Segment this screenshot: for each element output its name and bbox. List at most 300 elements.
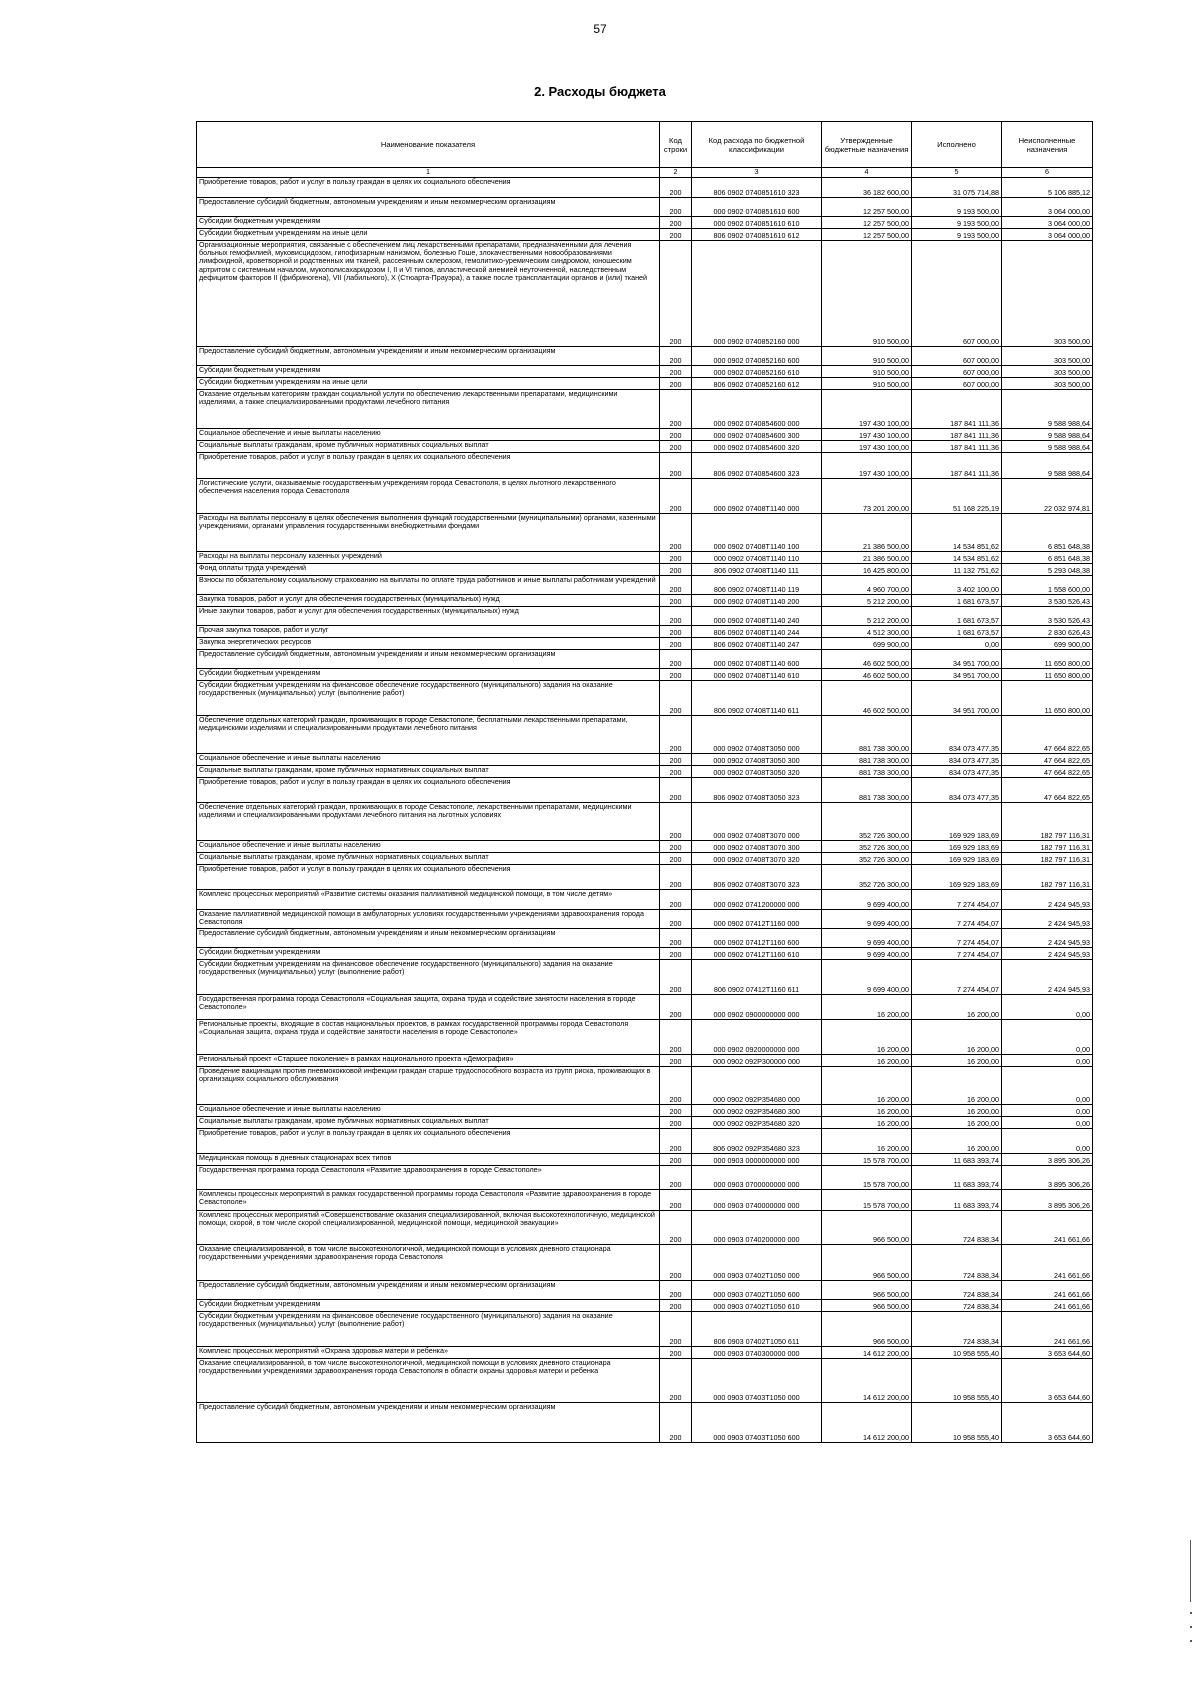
row-line-code: 200: [660, 552, 692, 564]
row-line-code: 200: [660, 948, 692, 960]
row-unexecuted-amount: 3 895 306,26: [1002, 1154, 1093, 1166]
table-row: [197, 766, 1093, 778]
row-budget-code: 000 0902 07408T3050 300: [692, 754, 822, 766]
row-unexecuted-amount: 2 424 945,93: [1002, 960, 1093, 995]
row-budget-code: 000 0902 0740854600 000: [692, 390, 822, 429]
table-row: [197, 841, 1093, 853]
row-approved-amount: 16 200,00: [822, 1105, 912, 1117]
row-executed-amount: 34 951 700,00: [912, 669, 1002, 681]
table-row: [197, 178, 1093, 198]
row-approved-amount: 352 726 300,00: [822, 853, 912, 865]
row-budget-code: 806 0902 07408T1140 247: [692, 638, 822, 650]
row-budget-code: 000 0902 0740854600 300: [692, 429, 822, 441]
row-budget-code: 000 0903 0740000000 000: [692, 1190, 822, 1211]
row-unexecuted-amount: 47 664 822,65: [1002, 754, 1093, 766]
row-line-code: 200: [660, 1211, 692, 1245]
row-budget-code: 000 0902 092P354680 000: [692, 1067, 822, 1105]
row-approved-amount: 5 212 200,00: [822, 595, 912, 607]
row-unexecuted-amount: 3 653 644,60: [1002, 1347, 1093, 1359]
table-row: [197, 1245, 1093, 1281]
row-executed-amount: 607 000,00: [912, 366, 1002, 378]
table-row: [197, 1211, 1093, 1245]
row-budget-code: 806 0902 0740851610 323: [692, 178, 822, 198]
row-unexecuted-amount: 9 588 988,64: [1002, 441, 1093, 453]
row-executed-amount: 169 929 183,69: [912, 853, 1002, 865]
row-executed-amount: 607 000,00: [912, 347, 1002, 366]
row-executed-amount: 724 838,34: [912, 1281, 1002, 1300]
row-unexecuted-amount: 0,00: [1002, 1105, 1093, 1117]
row-line-code: 200: [660, 479, 692, 514]
row-name: Субсидии бюджетным учреждениям: [197, 217, 660, 229]
row-line-code: 200: [660, 1166, 692, 1190]
column-number: 6: [1002, 168, 1093, 178]
row-approved-amount: 352 726 300,00: [822, 803, 912, 841]
row-budget-code: 806 0902 0740851610 612: [692, 229, 822, 241]
column-header-executed: Исполнено: [912, 122, 1002, 168]
row-line-code: 200: [660, 441, 692, 453]
row-line-code: 200: [660, 716, 692, 754]
row-executed-amount: 14 534 851,62: [912, 552, 1002, 564]
row-approved-amount: 73 201 200,00: [822, 479, 912, 514]
table-row: [197, 1117, 1093, 1129]
row-budget-code: 806 0902 0740852160 612: [692, 378, 822, 390]
row-unexecuted-amount: 303 500,00: [1002, 366, 1093, 378]
row-budget-code: 000 0902 07408T1140 240: [692, 607, 822, 626]
table-row: [197, 669, 1093, 681]
row-executed-amount: 607 000,00: [912, 378, 1002, 390]
row-line-code: 200: [660, 1403, 692, 1443]
row-approved-amount: 9 699 400,00: [822, 890, 912, 910]
row-unexecuted-amount: 5 106 885,12: [1002, 178, 1093, 198]
row-unexecuted-amount: 241 661,66: [1002, 1211, 1093, 1245]
table-row: [197, 853, 1093, 865]
table-row: [197, 1067, 1093, 1105]
row-name: Субсидии бюджетным учреждениям на финансовое обеспечение государственного (муниципального) задания на оказание государственных (муниципальных) услуг (выполнение работ): [197, 1312, 660, 1347]
row-line-code: 200: [660, 853, 692, 865]
row-name: Предоставление субсидий бюджетным, автономным учреждениям и иным некоммерческим организациям: [197, 198, 660, 217]
row-executed-amount: 10 958 555,40: [912, 1403, 1002, 1443]
row-budget-code: 000 0903 07403T1050 000: [692, 1359, 822, 1403]
table-row: [197, 681, 1093, 716]
row-name: Оказание паллиативной медицинской помощи в амбулаторных условиях государственными учреждениями здравоохранения города Севастополя: [197, 910, 660, 929]
row-approved-amount: 352 726 300,00: [822, 841, 912, 853]
table-row: [197, 429, 1093, 441]
row-approved-amount: 36 182 600,00: [822, 178, 912, 198]
row-executed-amount: 9 193 500,00: [912, 217, 1002, 229]
row-approved-amount: 14 612 200,00: [822, 1347, 912, 1359]
row-executed-amount: 7 274 454,07: [912, 960, 1002, 995]
row-unexecuted-amount: 2 424 945,93: [1002, 890, 1093, 910]
row-approved-amount: 16 200,00: [822, 1129, 912, 1154]
row-budget-code: 000 0902 0740852160 610: [692, 366, 822, 378]
row-unexecuted-amount: 699 900,00: [1002, 638, 1093, 650]
row-executed-amount: 10 958 555,40: [912, 1347, 1002, 1359]
row-approved-amount: 881 738 300,00: [822, 778, 912, 803]
table-row: [197, 390, 1093, 429]
row-budget-code: 000 0902 07408T1140 600: [692, 650, 822, 669]
row-name: Предоставление субсидий бюджетным, автономным учреждениям и иным некоммерческим организациям: [197, 347, 660, 366]
row-approved-amount: 197 430 100,00: [822, 390, 912, 429]
row-approved-amount: 12 257 500,00: [822, 198, 912, 217]
row-line-code: 200: [660, 217, 692, 229]
table-row: [197, 754, 1093, 766]
row-name: Приобретение товаров, работ и услуг в пользу граждан в целях их социального обеспечения: [197, 1129, 660, 1154]
row-name: Государственная программа города Севастополя «Развитие здравоохранения в городе Севастополе»: [197, 1166, 660, 1190]
row-budget-code: 000 0902 07408T3070 320: [692, 853, 822, 865]
row-unexecuted-amount: 0,00: [1002, 1129, 1093, 1154]
row-name: Социальные выплаты гражданам, кроме публичных нормативных социальных выплат: [197, 853, 660, 865]
row-name: Приобретение товаров, работ и услуг в пользу граждан в целях их социального обеспечения: [197, 178, 660, 198]
row-executed-amount: 169 929 183,69: [912, 803, 1002, 841]
column-number: 1: [197, 168, 660, 178]
row-name: Социальное обеспечение и иные выплаты населению: [197, 1105, 660, 1117]
row-line-code: 200: [660, 638, 692, 650]
row-line-code: 200: [660, 178, 692, 198]
row-name: Субсидии бюджетным учреждениям на финансовое обеспечение государственного (муниципального) задания на оказание государственных (муниципальных) услуг (выполнение работ): [197, 960, 660, 995]
table-row: [197, 1105, 1093, 1117]
row-unexecuted-amount: 3 895 306,26: [1002, 1166, 1093, 1190]
row-budget-code: 806 0902 092P354680 323: [692, 1129, 822, 1154]
row-executed-amount: 16 200,00: [912, 1055, 1002, 1067]
row-unexecuted-amount: 3 653 644,60: [1002, 1403, 1093, 1443]
row-executed-amount: 169 929 183,69: [912, 841, 1002, 853]
row-unexecuted-amount: 241 661,66: [1002, 1312, 1093, 1347]
row-executed-amount: 16 200,00: [912, 1020, 1002, 1055]
row-unexecuted-amount: 241 661,66: [1002, 1300, 1093, 1312]
row-unexecuted-amount: 47 664 822,65: [1002, 778, 1093, 803]
scan-edge-mark: [1190, 1612, 1192, 1614]
row-unexecuted-amount: 47 664 822,65: [1002, 716, 1093, 754]
row-executed-amount: 169 929 183,69: [912, 865, 1002, 890]
row-name: Закупка товаров, работ и услуг для обеспечения государственных (муниципальных) нужд: [197, 595, 660, 607]
row-approved-amount: 46 602 500,00: [822, 681, 912, 716]
row-unexecuted-amount: 182 797 116,31: [1002, 841, 1093, 853]
row-name: Взносы по обязательному социальному страхованию на выплаты по оплате труда работников и иные выплаты работникам учреждений: [197, 576, 660, 595]
table-row: [197, 865, 1093, 890]
row-unexecuted-amount: 303 500,00: [1002, 347, 1093, 366]
table-row: [197, 1403, 1093, 1443]
row-approved-amount: 14 612 200,00: [822, 1403, 912, 1443]
row-budget-code: 000 0902 07408T3050 320: [692, 766, 822, 778]
row-budget-code: 806 0902 07408T3050 323: [692, 778, 822, 803]
row-executed-amount: 607 000,00: [912, 241, 1002, 347]
row-line-code: 200: [660, 778, 692, 803]
row-approved-amount: 16 200,00: [822, 1117, 912, 1129]
row-approved-amount: 910 500,00: [822, 347, 912, 366]
row-approved-amount: 46 602 500,00: [822, 669, 912, 681]
row-budget-code: 806 0902 0740854600 323: [692, 453, 822, 479]
row-line-code: 200: [660, 1300, 692, 1312]
row-budget-code: 000 0902 0920000000 000: [692, 1020, 822, 1055]
row-line-code: 200: [660, 1129, 692, 1154]
row-unexecuted-amount: 303 500,00: [1002, 241, 1093, 347]
table-row: [197, 910, 1093, 929]
row-executed-amount: 31 075 714,88: [912, 178, 1002, 198]
row-name: Субсидии бюджетным учреждениям на иные цели: [197, 378, 660, 390]
table-row: [197, 576, 1093, 595]
row-executed-amount: 34 951 700,00: [912, 650, 1002, 669]
row-line-code: 200: [660, 390, 692, 429]
table-row: [197, 479, 1093, 514]
row-name: Оказание специализированной, в том числе высокотехнологичной, медицинской помощи в условиях дневного стационара государственными учреждениями здравоохранения города Севастополя в области охраны здоровья матери и ребенка: [197, 1359, 660, 1403]
row-line-code: 200: [660, 995, 692, 1020]
row-name: Субсидии бюджетным учреждениям: [197, 366, 660, 378]
row-name: Прочая закупка товаров, работ и услуг: [197, 626, 660, 638]
row-executed-amount: 1 681 673,57: [912, 626, 1002, 638]
row-budget-code: 000 0903 0700000000 000: [692, 1166, 822, 1190]
row-name: Предоставление субсидий бюджетным, автономным учреждениям и иным некоммерческим организациям: [197, 650, 660, 669]
row-approved-amount: 966 500,00: [822, 1300, 912, 1312]
row-name: Обеспечение отдельных категорий граждан, проживающих в городе Севастополе, бесплатными лекарственными препаратами, медицинскими изделиями и специализированными продуктами лечебного питания: [197, 716, 660, 754]
row-approved-amount: 4 960 700,00: [822, 576, 912, 595]
row-approved-amount: 966 500,00: [822, 1245, 912, 1281]
row-approved-amount: 910 500,00: [822, 241, 912, 347]
row-unexecuted-amount: 3 064 000,00: [1002, 198, 1093, 217]
table-row: [197, 366, 1093, 378]
row-line-code: 200: [660, 1020, 692, 1055]
row-line-code: 200: [660, 198, 692, 217]
row-line-code: 200: [660, 366, 692, 378]
row-name: Комплекс процессных мероприятий «Охрана здоровья матери и ребенка»: [197, 1347, 660, 1359]
row-name: Государственная программа города Севастополя «Социальная защита, охрана труда и содействие занятости населения в городе Севастополе»: [197, 995, 660, 1020]
column-header-name: Наименование показателя: [197, 122, 660, 168]
row-approved-amount: 881 738 300,00: [822, 754, 912, 766]
row-budget-code: 000 0903 0740300000 000: [692, 1347, 822, 1359]
row-executed-amount: 11 683 393,74: [912, 1190, 1002, 1211]
table-row: [197, 241, 1093, 347]
row-budget-code: 000 0902 07408T3050 000: [692, 716, 822, 754]
row-budget-code: 000 0902 07408T1140 110: [692, 552, 822, 564]
row-line-code: 200: [660, 890, 692, 910]
row-line-code: 200: [660, 229, 692, 241]
row-name: Социальное обеспечение и иные выплаты населению: [197, 754, 660, 766]
row-line-code: 200: [660, 1312, 692, 1347]
row-executed-amount: 7 274 454,07: [912, 910, 1002, 929]
row-executed-amount: 187 841 111,36: [912, 390, 1002, 429]
table-body: [197, 178, 1093, 1443]
row-budget-code: 000 0902 092P300000 000: [692, 1055, 822, 1067]
row-approved-amount: 15 578 700,00: [822, 1190, 912, 1211]
row-budget-code: 000 0902 0740851610 600: [692, 198, 822, 217]
row-unexecuted-amount: 3 530 526,43: [1002, 607, 1093, 626]
row-unexecuted-amount: 6 851 648,38: [1002, 514, 1093, 552]
row-name: Региональный проект «Старшее поколение» в рамках национального проекта «Демография»: [197, 1055, 660, 1067]
row-executed-amount: 834 073 477,35: [912, 778, 1002, 803]
table-row: [197, 198, 1093, 217]
row-unexecuted-amount: 2 830 626,43: [1002, 626, 1093, 638]
row-budget-code: 000 0902 0900000000 000: [692, 995, 822, 1020]
row-unexecuted-amount: 3 653 644,60: [1002, 1359, 1093, 1403]
table-row: [197, 1347, 1093, 1359]
scan-edge-mark: [1190, 1626, 1192, 1628]
row-line-code: 200: [660, 865, 692, 890]
column-number: 3: [692, 168, 822, 178]
row-executed-amount: 724 838,34: [912, 1245, 1002, 1281]
row-name: Социальные выплаты гражданам, кроме публичных нормативных социальных выплат: [197, 441, 660, 453]
row-name: Приобретение товаров, работ и услуг в пользу граждан в целях их социального обеспечения: [197, 778, 660, 803]
row-executed-amount: 7 274 454,07: [912, 929, 1002, 948]
row-name: Приобретение товаров, работ и услуг в пользу граждан в целях их социального обеспечения: [197, 865, 660, 890]
row-unexecuted-amount: 3 895 306,26: [1002, 1190, 1093, 1211]
row-approved-amount: 966 500,00: [822, 1281, 912, 1300]
row-line-code: 200: [660, 1245, 692, 1281]
row-name: Оказание специализированной, в том числе высокотехнологичной, медицинской помощи в условиях дневного стационара государственными учреждениями здравоохранения города Севастополя: [197, 1245, 660, 1281]
row-unexecuted-amount: 47 664 822,65: [1002, 766, 1093, 778]
column-header-unexecuted: Неисполненные назначения: [1002, 122, 1093, 168]
row-unexecuted-amount: 0,00: [1002, 1117, 1093, 1129]
table-row: [197, 595, 1093, 607]
row-approved-amount: 5 212 200,00: [822, 607, 912, 626]
row-line-code: 200: [660, 803, 692, 841]
row-approved-amount: 9 699 400,00: [822, 948, 912, 960]
table-row: [197, 1281, 1093, 1300]
row-budget-code: 000 0902 07408T3070 300: [692, 841, 822, 853]
row-executed-amount: 16 200,00: [912, 1129, 1002, 1154]
row-approved-amount: 197 430 100,00: [822, 429, 912, 441]
row-unexecuted-amount: 241 661,66: [1002, 1245, 1093, 1281]
row-line-code: 200: [660, 1359, 692, 1403]
row-unexecuted-amount: 0,00: [1002, 1055, 1093, 1067]
row-line-code: 200: [660, 1105, 692, 1117]
column-header-line-code: Код строки: [660, 122, 692, 168]
row-unexecuted-amount: 182 797 116,31: [1002, 853, 1093, 865]
row-unexecuted-amount: 0,00: [1002, 1020, 1093, 1055]
table-row: [197, 564, 1093, 576]
row-executed-amount: 16 200,00: [912, 1067, 1002, 1105]
row-name: Предоставление субсидий бюджетным, автономным учреждениям и иным некоммерческим организациям: [197, 1403, 660, 1443]
row-approved-amount: 352 726 300,00: [822, 865, 912, 890]
row-approved-amount: 16 200,00: [822, 995, 912, 1020]
row-approved-amount: 9 699 400,00: [822, 929, 912, 948]
row-name: Организационные мероприятия, связанные с обеспечением лиц лекарственными препаратами, предназначенными для лечения больных гемофилией, муковисцидозом, гипофизарным нанизмом, болезнью Гоше, злокачественными новообразованиями лимфоидной, кроветворной и родственных им тканей, рассеянным склерозом, гемолитико-уремическим синдромом, юношеским артритом с системным началом, мукополисахаридозом I, II и VI типов, апластической анемией неуточненной, наследственным дефицитом факторов II (фибриногена), VII (лабильного), X (Стюарта-Прауэра), а также после трансплантации органов и (или) тканей: [197, 241, 660, 347]
row-unexecuted-amount: 2 424 945,93: [1002, 948, 1093, 960]
table-row: [197, 1020, 1093, 1055]
table-row: [197, 650, 1093, 669]
row-executed-amount: 10 958 555,40: [912, 1359, 1002, 1403]
row-line-code: 200: [660, 766, 692, 778]
row-unexecuted-amount: 0,00: [1002, 995, 1093, 1020]
row-executed-amount: 7 274 454,07: [912, 948, 1002, 960]
table-row: [197, 453, 1093, 479]
row-approved-amount: 46 602 500,00: [822, 650, 912, 669]
row-executed-amount: 9 193 500,00: [912, 198, 1002, 217]
table-row: [197, 378, 1093, 390]
table-row: [197, 803, 1093, 841]
row-approved-amount: 910 500,00: [822, 366, 912, 378]
row-line-code: 200: [660, 378, 692, 390]
row-executed-amount: 724 838,34: [912, 1300, 1002, 1312]
row-unexecuted-amount: 22 032 974,81: [1002, 479, 1093, 514]
row-approved-amount: 21 386 500,00: [822, 514, 912, 552]
scan-edge-mark: [1190, 1640, 1192, 1642]
row-executed-amount: 834 073 477,35: [912, 766, 1002, 778]
row-line-code: 200: [660, 841, 692, 853]
row-budget-code: 000 0902 0740851610 610: [692, 217, 822, 229]
row-name: Субсидии бюджетным учреждениям на финансовое обеспечение государственного (муниципального) задания на оказание государственных (муниципальных) услуг (выполнение работ): [197, 681, 660, 716]
column-header-budget-code: Код расхода по бюджетной классификации: [692, 122, 822, 168]
row-executed-amount: 7 274 454,07: [912, 890, 1002, 910]
row-budget-code: 806 0902 07408T1140 119: [692, 576, 822, 595]
row-budget-code: 000 0902 0740852160 600: [692, 347, 822, 366]
table-row: [197, 1055, 1093, 1067]
row-budget-code: 000 0902 07408T1140 200: [692, 595, 822, 607]
row-budget-code: 000 0902 07412T1160 610: [692, 948, 822, 960]
table-row: [197, 716, 1093, 754]
row-budget-code: 806 0902 07408T1140 611: [692, 681, 822, 716]
row-line-code: 200: [660, 910, 692, 929]
row-budget-code: 000 0903 07402T1050 600: [692, 1281, 822, 1300]
row-approved-amount: 197 430 100,00: [822, 453, 912, 479]
table-row: [197, 948, 1093, 960]
row-budget-code: 000 0902 07408T1140 100: [692, 514, 822, 552]
row-approved-amount: 9 699 400,00: [822, 960, 912, 995]
row-name: Субсидии бюджетным учреждениям: [197, 669, 660, 681]
row-executed-amount: 16 200,00: [912, 1117, 1002, 1129]
row-budget-code: 806 0902 07408T1140 111: [692, 564, 822, 576]
row-approved-amount: 15 578 700,00: [822, 1154, 912, 1166]
row-approved-amount: 16 200,00: [822, 1020, 912, 1055]
row-budget-code: 806 0902 07412T1160 611: [692, 960, 822, 995]
table-row: [197, 229, 1093, 241]
row-approved-amount: 16 425 800,00: [822, 564, 912, 576]
scan-edge-mark: [1190, 1540, 1191, 1602]
row-approved-amount: 9 699 400,00: [822, 910, 912, 929]
row-unexecuted-amount: 3 530 526,43: [1002, 595, 1093, 607]
row-approved-amount: 12 257 500,00: [822, 229, 912, 241]
table-row: [197, 347, 1093, 366]
row-unexecuted-amount: 2 424 945,93: [1002, 910, 1093, 929]
table-row: [197, 929, 1093, 948]
row-unexecuted-amount: 9 588 988,64: [1002, 390, 1093, 429]
row-name: Социальные выплаты гражданам, кроме публичных нормативных социальных выплат: [197, 766, 660, 778]
row-approved-amount: 12 257 500,00: [822, 217, 912, 229]
table-row: [197, 626, 1093, 638]
row-line-code: 200: [660, 1154, 692, 1166]
row-line-code: 200: [660, 576, 692, 595]
row-unexecuted-amount: 3 064 000,00: [1002, 229, 1093, 241]
row-approved-amount: 16 200,00: [822, 1067, 912, 1105]
row-budget-code: 000 0903 07402T1050 610: [692, 1300, 822, 1312]
row-line-code: 200: [660, 1055, 692, 1067]
table-row: [197, 1129, 1093, 1154]
row-unexecuted-amount: 0,00: [1002, 1067, 1093, 1105]
row-approved-amount: 966 500,00: [822, 1312, 912, 1347]
row-executed-amount: 724 838,34: [912, 1312, 1002, 1347]
row-approved-amount: 16 200,00: [822, 1055, 912, 1067]
row-unexecuted-amount: 9 588 988,64: [1002, 453, 1093, 479]
row-name: Обеспечение отдельных категорий граждан, проживающих в городе Севастополе, лекарственными препаратами, медицинскими изделиями и специализированными продуктами лечебного питания на льготных условиях: [197, 803, 660, 841]
row-executed-amount: 834 073 477,35: [912, 716, 1002, 754]
row-name: Комплекс процессных мероприятий «Развитие системы оказания паллиативной медицинской помощи, в том числе детям»: [197, 890, 660, 910]
column-number-row: [197, 168, 1093, 178]
row-line-code: 200: [660, 1117, 692, 1129]
row-budget-code: 000 0902 07408T3070 000: [692, 803, 822, 841]
table-row: [197, 514, 1093, 552]
row-name: Предоставление субсидий бюджетным, автономным учреждениям и иным некоммерческим организациям: [197, 1281, 660, 1300]
row-budget-code: 000 0902 0740852160 000: [692, 241, 822, 347]
row-unexecuted-amount: 2 424 945,93: [1002, 929, 1093, 948]
row-name: Предоставление субсидий бюджетным, автономным учреждениям и иным некоммерческим организациям: [197, 929, 660, 948]
row-unexecuted-amount: 182 797 116,31: [1002, 803, 1093, 841]
row-executed-amount: 1 681 673,57: [912, 595, 1002, 607]
row-executed-amount: 187 841 111,36: [912, 429, 1002, 441]
row-unexecuted-amount: 3 064 000,00: [1002, 217, 1093, 229]
row-budget-code: 000 0902 07408T1140 610: [692, 669, 822, 681]
row-line-code: 200: [660, 347, 692, 366]
row-name: Социальные выплаты гражданам, кроме публичных нормативных социальных выплат: [197, 1117, 660, 1129]
row-name: Проведение вакцинации против пневмококковой инфекции граждан старше трудоспособного возраста из групп риска, проживающих в организациях социального обслуживания: [197, 1067, 660, 1105]
row-unexecuted-amount: 241 661,66: [1002, 1281, 1093, 1300]
